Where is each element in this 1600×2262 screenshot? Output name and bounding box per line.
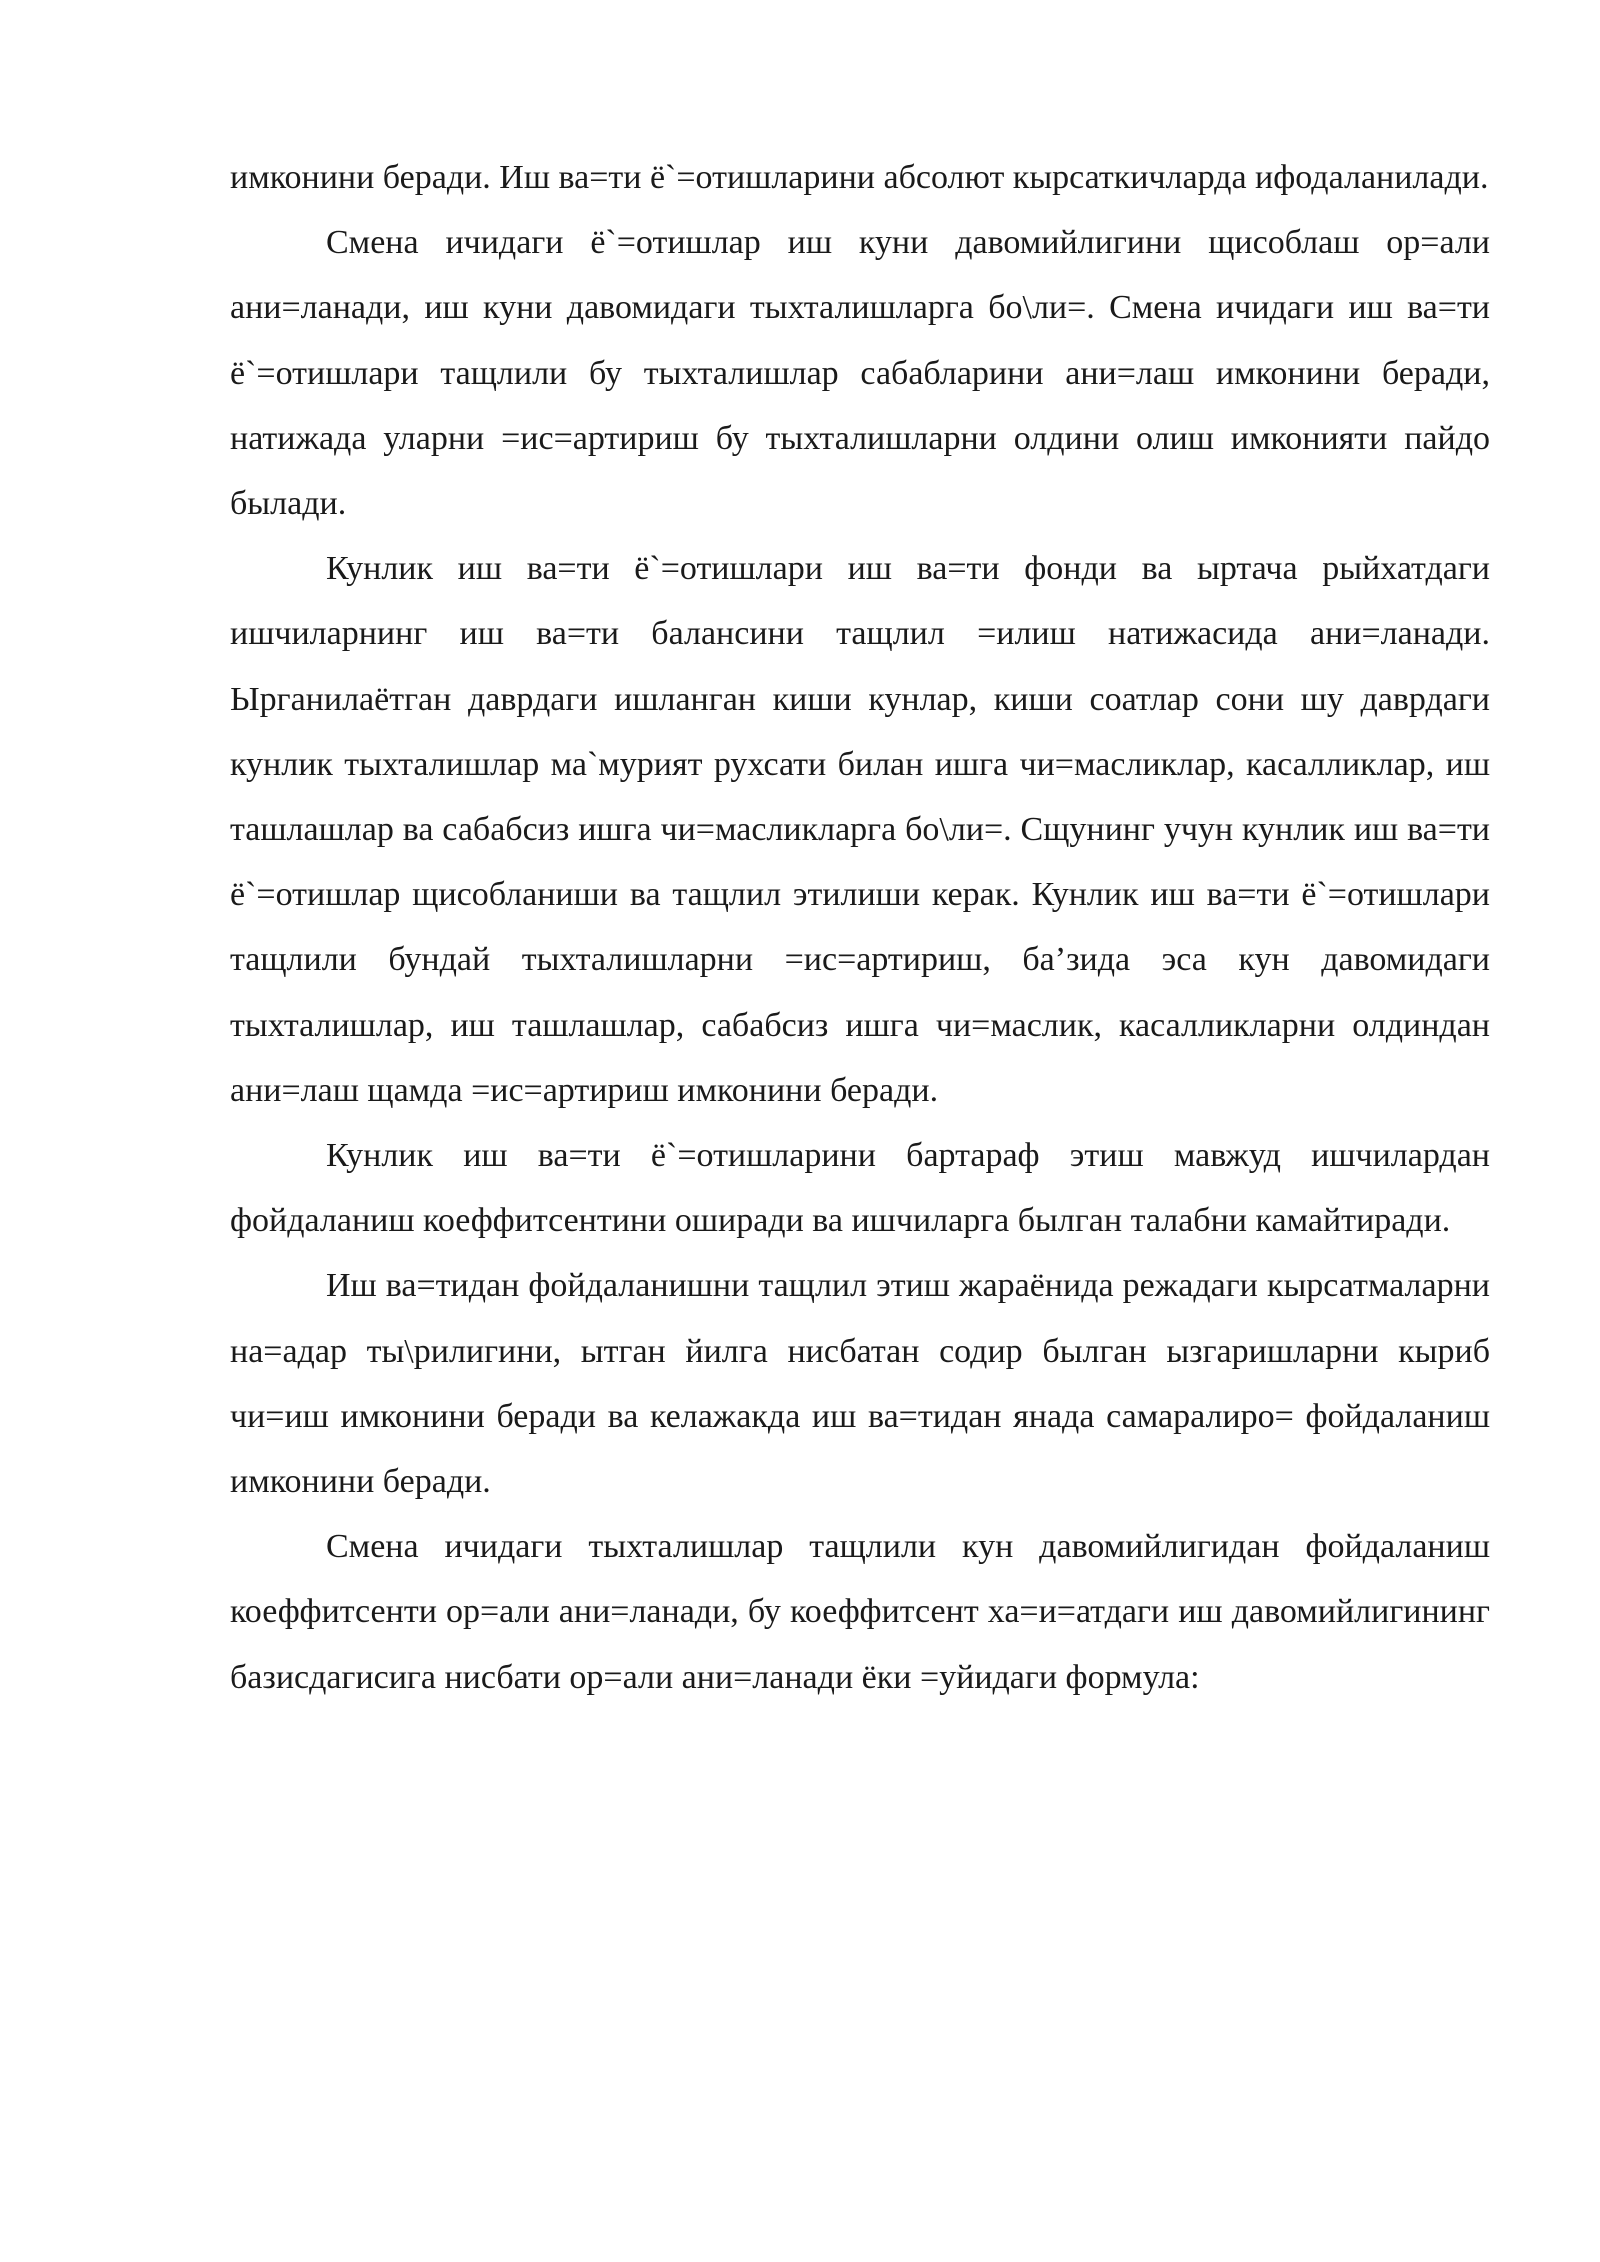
paragraph-continuation: имконини беради. Иш ва=ти ё`=отишларини абсолют кырсаткичларда ифодаланилади.: [230, 159, 1489, 196]
paragraph-daily-losses: Кунлик иш ва=ти ё`=отишлари иш ва=ти фонди ва ыртача рыйхатдаги ишчиларнинг иш ва=ти балансини тащлил =илиш натижасида ани=ланади. Ырганилаётган даврдаги ишланган киши кунлар, киши соатлар сони шу даврдаги кунлик тыхталишлар ма`мурият рухсати билан ишга чи=масликлар, касалликлар, иш ташлашлар ва сабабсиз ишга чи=масликларга бо\ли=. Сщунинг учун кунлик иш ва=ти ё`=отишлар щисобланиши ва тащлил этилиши керак. Кунлик иш ва=ти ё`=отишлари тащлили бундай тыхталишларни =ис=артириш, ба’зида эса кун давомидаги тыхталишлар, иш ташлашлар, сабабсиз ишга чи=маслик, касалликларни олдиндан ани=лаш щамда =ис=артириш имконини беради.: [230, 550, 1490, 1109]
paragraph-eliminating-losses: Кунлик иш ва=ти ё`=отишларини бартараф этиш мавжуд ишчилардан фойдаланиш коеффитсентини оширади ва ишчиларга былган талабни камайтиради.: [230, 1137, 1490, 1240]
document-body: [230, 145, 1490, 1710]
paragraph-coefficient-formula: Смена ичидаги тыхталишлар тащлили кун давомийлигидан фойдаланиш коеффитсенти ор=али ани=ланади, бу коеффитсент ха=и=атдаги иш давомийлигининг базисдагисига нисбати ор=али ани=ланади ёки =уйидаги формула:: [230, 1528, 1490, 1696]
paragraph-time-usage-analysis: Иш ва=тидан фойдаланишни тащлил этиш жараёнида режадаги кырсатмаларни на=адар ты\рилигини, ытган йилга нисбатан содир былган ызгаришларни кыриб чи=иш имконини беради ва келажакда иш ва=тидан янада самаралиро= фойдаланиш имконини беради.: [230, 1267, 1490, 1501]
paragraph-shift-losses: Смена ичидаги ё`=отишлар иш куни давомийлигини щисоблаш ор=али ани=ланади, иш куни давомидаги тыхталишларга бо\ли=. Смена ичидаги иш ва=ти ё`=отишлари тащлили бу тыхталишлар сабабларини ани=лаш имконини беради, натижада уларни =ис=артириш бу тыхталишларни олдини олиш имконияти пайдо былади.: [230, 224, 1490, 523]
